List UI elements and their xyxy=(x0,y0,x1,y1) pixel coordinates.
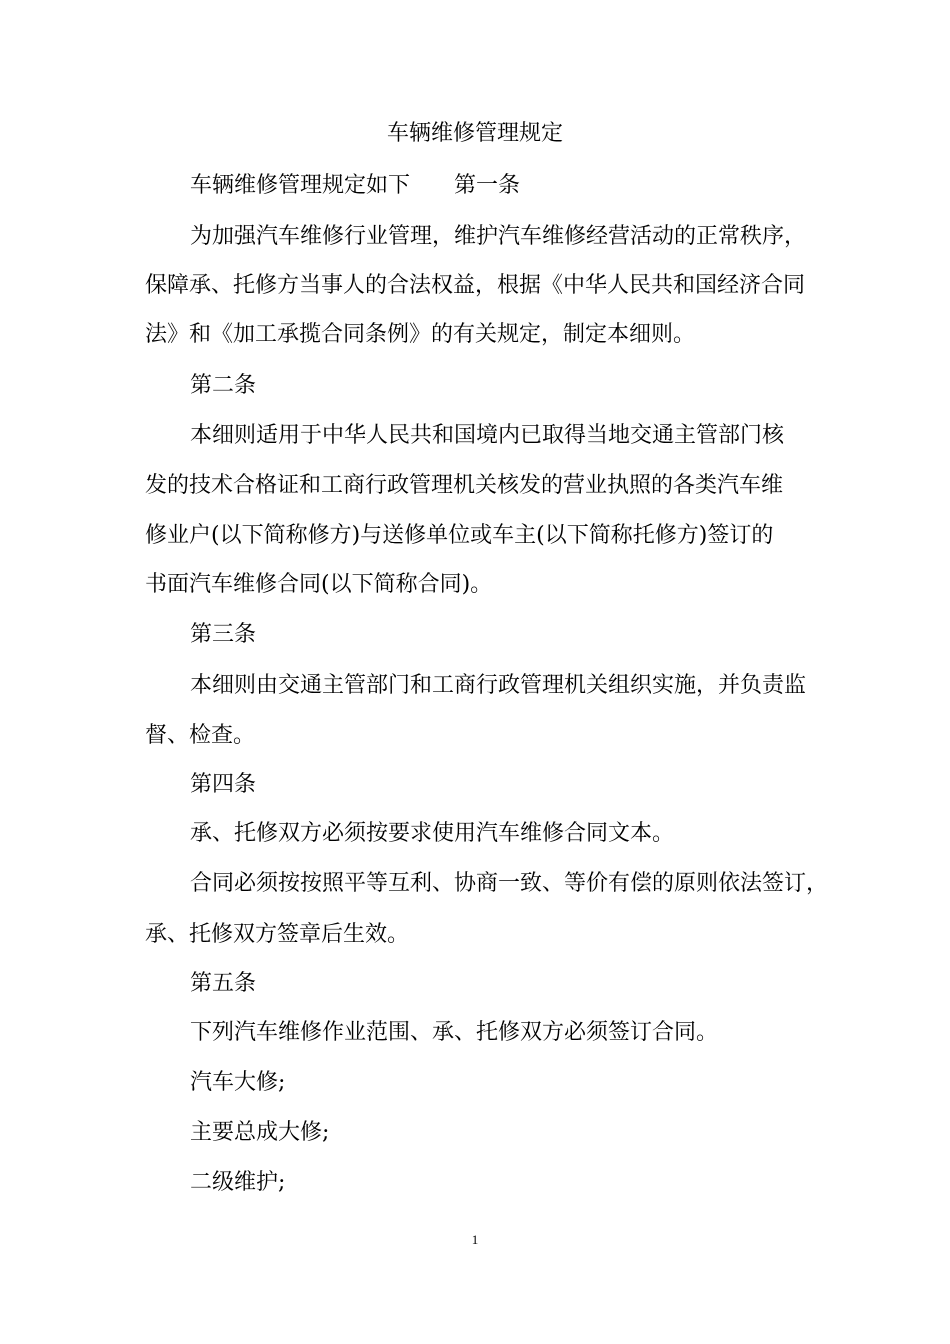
article-5-heading: 第五条 xyxy=(190,971,257,996)
article-1-heading: 第一条 xyxy=(454,173,521,198)
paragraph-line: 承、托修双方必须按要求使用汽车维修合同文本。 xyxy=(190,821,675,846)
paragraph-line: 督、检查。 xyxy=(145,723,256,748)
article-4-heading: 第四条 xyxy=(190,772,257,797)
document-title: 车辆维修管理规定 xyxy=(386,121,563,146)
paragraph-line: 为加强汽车维修行业管理，维护汽车维修经营活动的正常秩序， xyxy=(190,224,807,249)
list-item: 主要总成大修; xyxy=(190,1120,330,1145)
paragraph-line: 本细则适用于中华人民共和国境内已取得当地交通主管部门核 xyxy=(190,423,785,448)
list-item: 二级维护; xyxy=(190,1170,286,1195)
article-3-heading: 第三条 xyxy=(190,622,257,647)
paragraph-line: 书面汽车维修合同(以下简称合同)。 xyxy=(145,572,493,597)
paragraph-line: 本细则由交通主管部门和工商行政管理机关组织实施，并负责监 xyxy=(190,673,807,698)
paragraph-line: 法》和《加工承揽合同条例》的有关规定，制定本细则。 xyxy=(145,322,696,347)
paragraph-line: 发的技术合格证和工商行政管理机关核发的营业执照的各类汽车维 xyxy=(145,473,784,498)
intro-line xyxy=(0,171,950,201)
article-2-heading: 第二条 xyxy=(190,373,257,398)
page-number: 1 xyxy=(471,1232,479,1247)
paragraph-line: 合同必须按按照平等互利、协商一致、等价有偿的原则依法签订， xyxy=(190,871,829,896)
paragraph-line: 修业户(以下简称修方)与送修单位或车主(以下简称托修方)签订的 xyxy=(145,523,774,548)
paragraph-line: 承、托修双方签章后生效。 xyxy=(145,922,410,947)
list-item: 汽车大修; xyxy=(190,1070,286,1095)
paragraph-line: 下列汽车维修作业范围、承、托修双方必须签订合同。 xyxy=(190,1020,719,1045)
intro-text: 车辆维修管理规定如下 xyxy=(190,173,411,198)
paragraph-line: 保障承、托修方当事人的合法权益，根据《中华人民共和国经济合同 xyxy=(145,273,806,298)
